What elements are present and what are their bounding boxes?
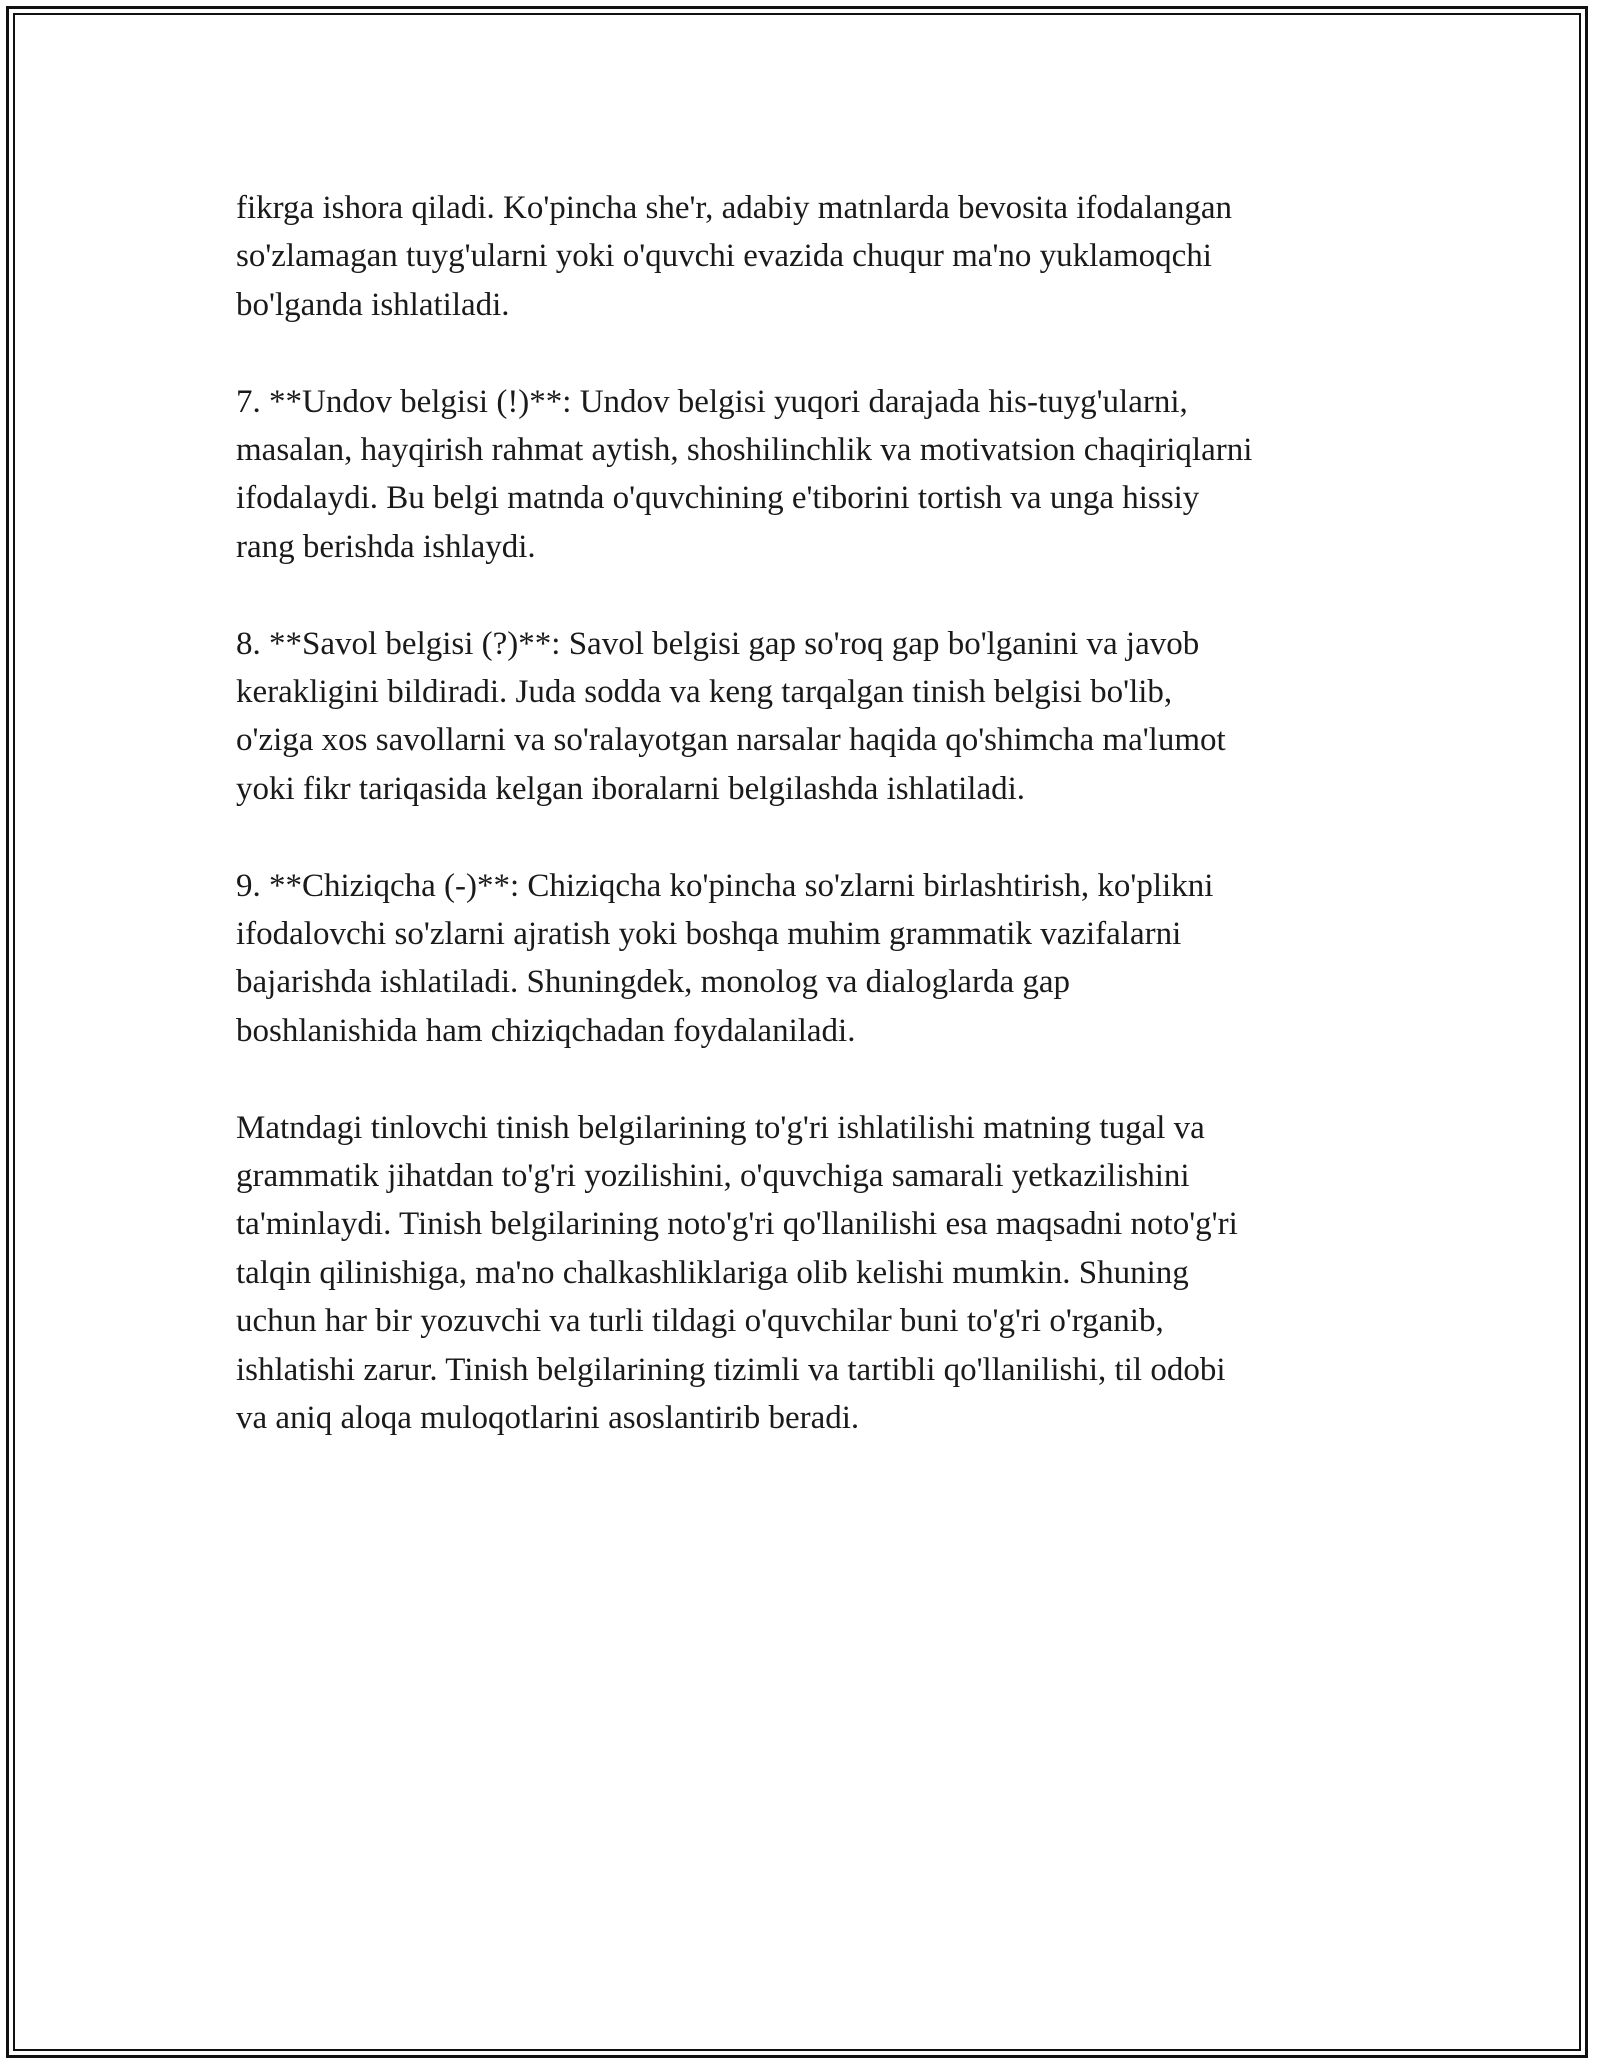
- paragraph-savol-belgisi: 8. **Savol belgisi (?)**: Savol belgisi gap so'roq gap bo'lganini va javob kerakligini bildiradi. Juda sodda va keng tarqalgan tinish belgisi bo'lib, o'ziga xos savollarni va so'ralayotgan narsalar haqida qo'shimcha ma'lumot yoki fikr tariqasida kelgan iboralarni belgilashda ishlatiladi.: [236, 625, 1226, 807]
- paragraph-intro-continuation: fikrga ishora qiladi. Ko'pincha she'r, adabiy matnlarda bevosita ifodalangan so'zlamagan tuyg'ularni yoki o'quvchi evazida chuqur ma'no yuklamoqchi bo'lganda ishlatiladi.: [236, 190, 1232, 323]
- document-body: [236, 184, 1396, 1491]
- paragraph-undov-belgisi: 7. **Undov belgisi (!)**: Undov belgisi yuqori darajada his-tuyg'ularni, masalan, hayqirish rahmat aytish, shoshilinchlik va motivatsion chaqiriqlarni ifodalaydi. Bu belgi matnda o'quvchining e'tiborini tortish va unga hissiy rang berishda ishlaydi.: [236, 383, 1253, 565]
- paragraph-conclusion: Matndagi tinlovchi tinish belgilarining to'g'ri ishlatilishi matning tugal va grammatik jihatdan to'g'ri yozilishini, o'quvchiga samarali yetkazilishini ta'minlaydi. Tinish belgilarining noto'g'ri qo'llanilishi esa maqsadni noto'g'ri talqin qilinishiga, ma'no chalkashliklariga olib kelishi mumkin. Shuning uchun har bir yozuvchi va turli tildagi o'quvchilar buni to'g'ri o'rganib, ishlatishi zarur. Tinish belgilarining tizimli va tartibli qo'llanilishi, til odobi va aniq aloqa muloqotlarini asoslantirib beradi.: [236, 1109, 1238, 1437]
- paragraph-chiziqcha: 9. **Chiziqcha (-)**: Chiziqcha ko'pincha so'zlarni birlashtirish, ko'plikni ifodalovchi so'zlarni ajratish yoki boshqa muhim grammatik vazifalarni bajarishda ishlatiladi. Shuningdek, monolog va dialoglarda gap boshlanishida ham chiziqchadan foydalaniladi.: [236, 867, 1214, 1049]
